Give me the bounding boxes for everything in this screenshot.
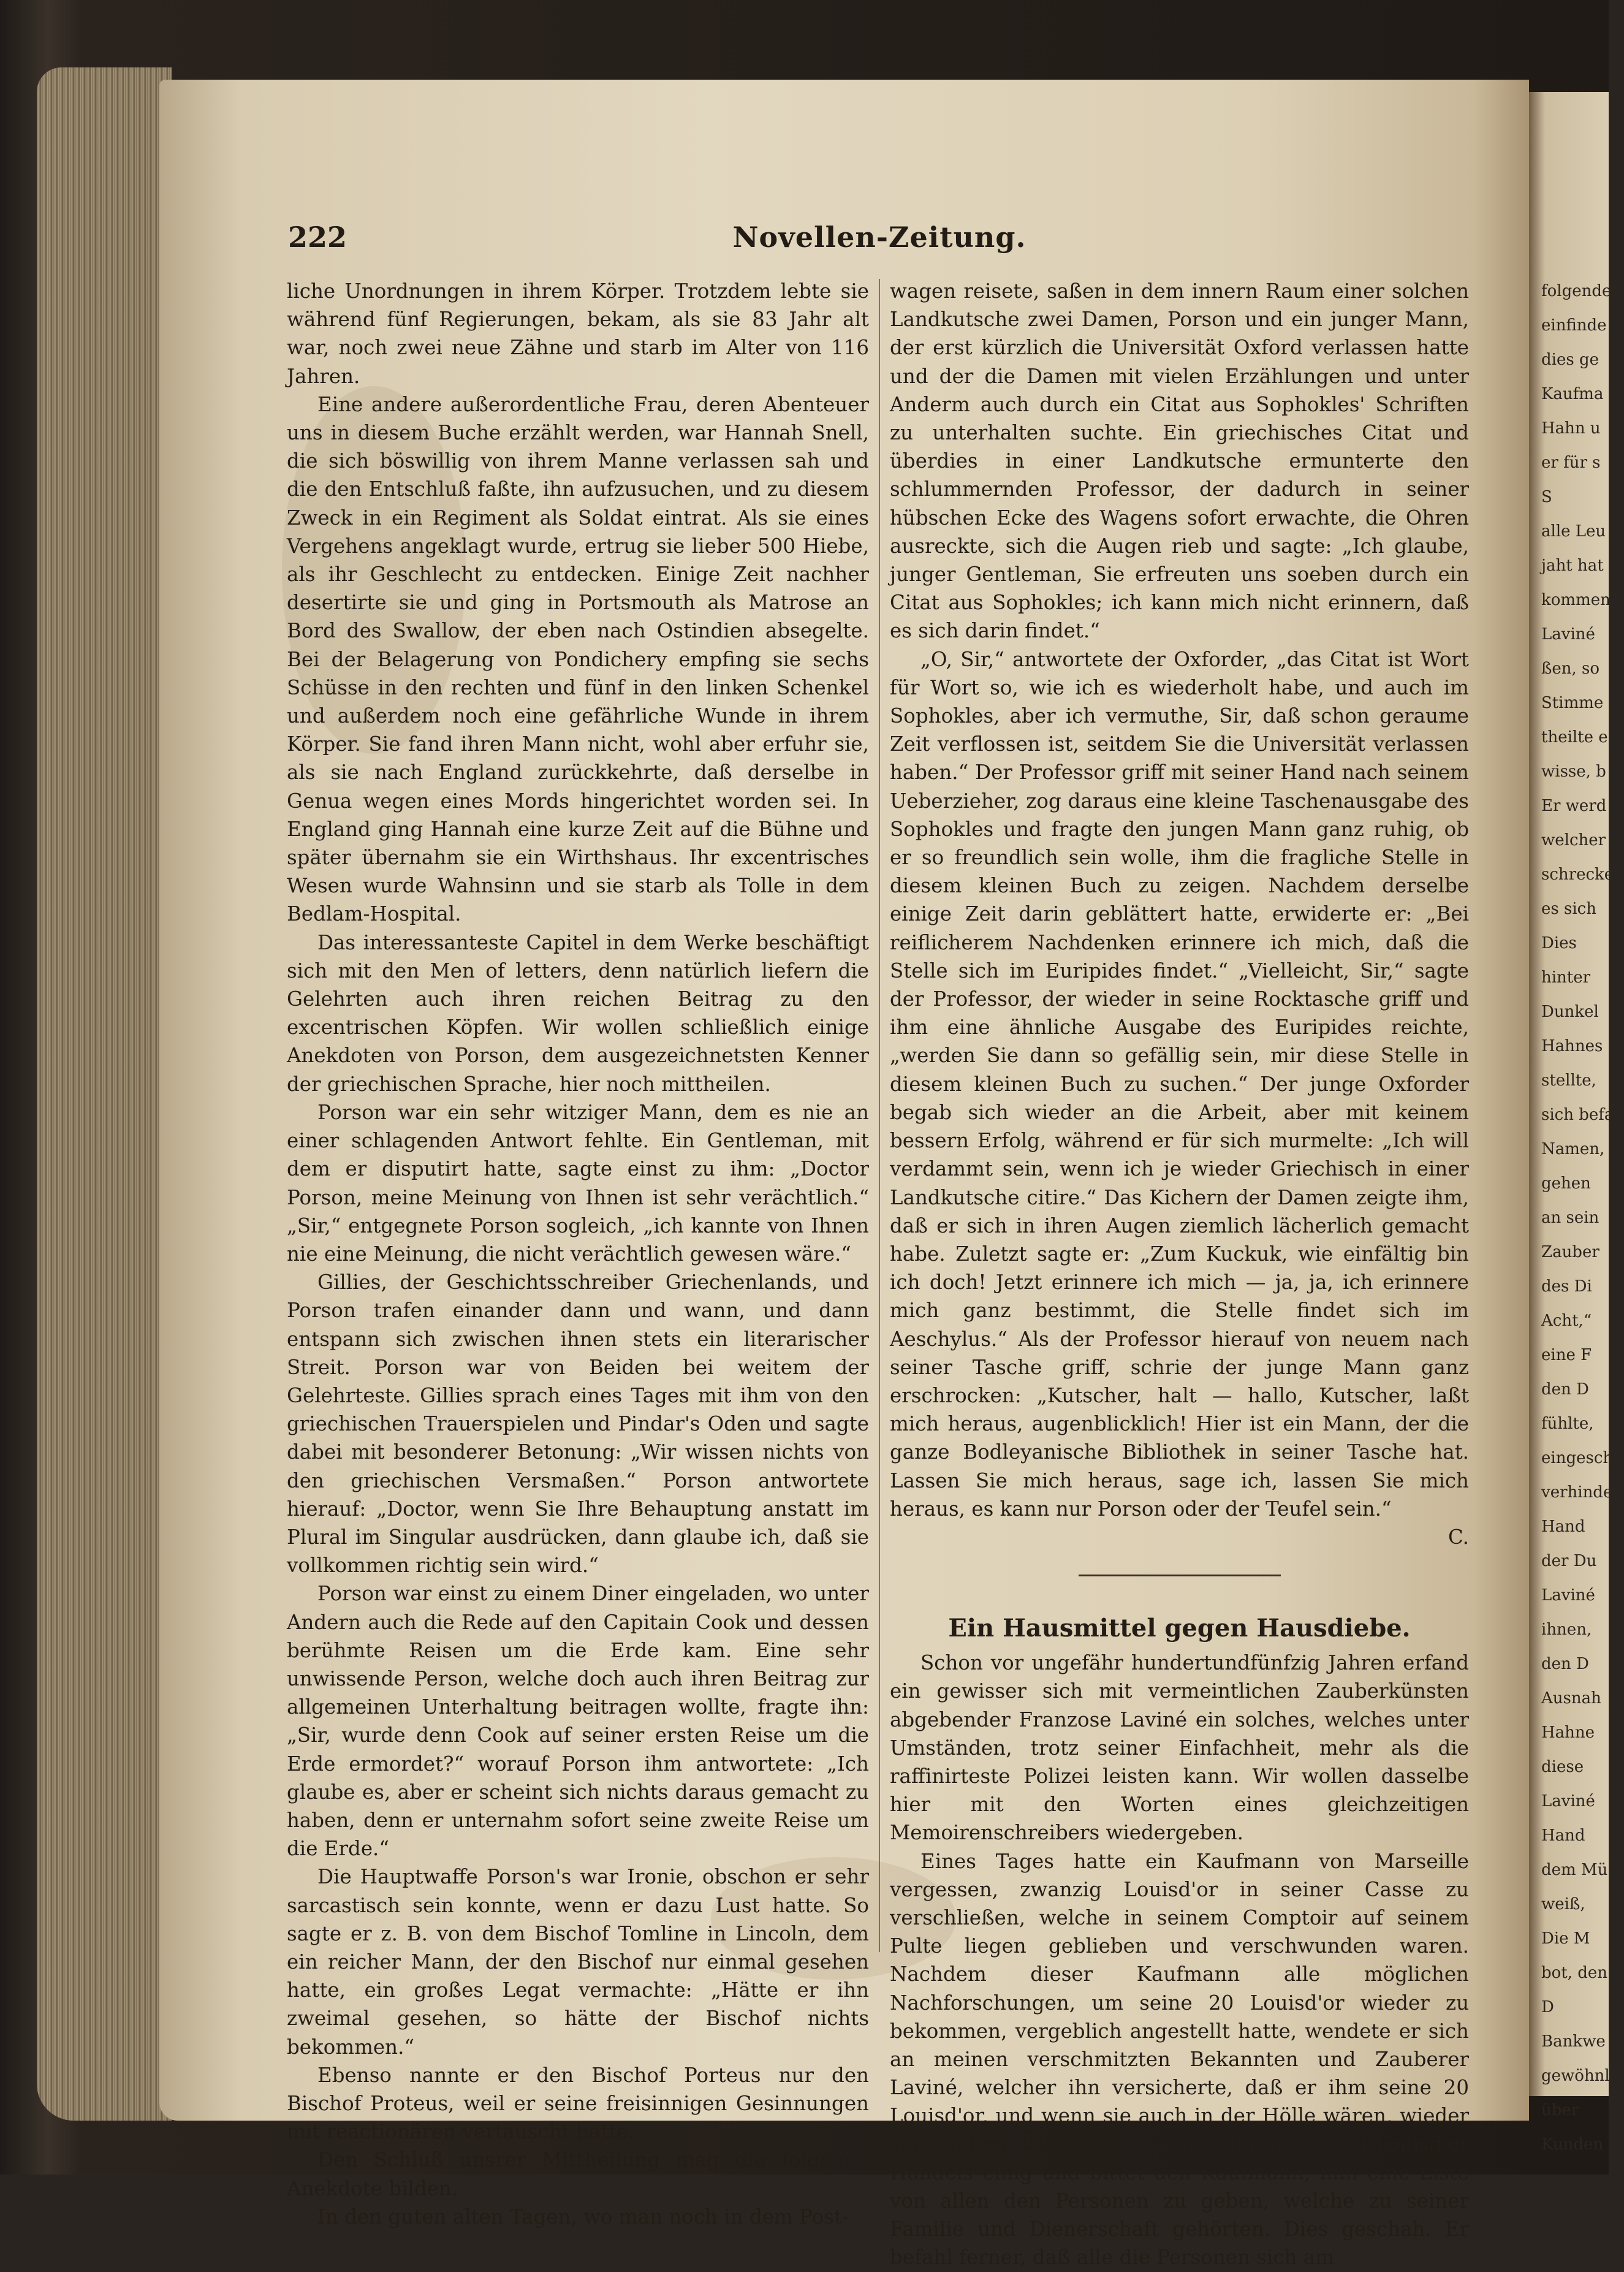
- next-page-fragment: es sich: [1541, 900, 1596, 918]
- paragraph: Die Hauptwaffe Porson's war Ironie, obschon er sehr sarcastisch sein konnte, wenn er dazu Lust hatte. So sagte er z. B. von dem Bischof Tomline in Lincoln, dem ein reicher Mann, der den Bischof nur einmal gesehen hatte, ein großes Legat vermachte: „Hätte er ihn zweimal gesehen, so hätte der Bischof nichts bekommen.“: [287, 1865, 869, 2059]
- next-page-fragment: den D: [1541, 1655, 1589, 1673]
- next-page-fragment: dem Mü: [1541, 1861, 1608, 1879]
- next-page-edge: [1529, 92, 1624, 2154]
- section-separator: [1079, 1575, 1281, 1576]
- paragraph: Eine andere außerordentliche Frau, deren Abenteuer uns in diesem Buche erzählt werden, war Hannah Snell, die sich böswillig von ihrem Manne verlassen sah und die den Entschluß faßte, ihn aufzusuchen, und zu diesem Zweck in ein Regiment als Soldat eintrat. Als sie eines Vergehens angeklagt wurde, ertrug sie lieber 500 Hiebe, als ihr Geschlecht zu entdecken. Einige Zeit nachher desertirte sie und ging in Portsmouth als Matrose an Bord des Swallow, der eben nach Ostindien absegelte. Bei der Belagerung von Pondichery empfing sie sechs Schüsse in den rechten und fünf in den linken Schenkel und außerdem noch eine gefährliche Wunde in ihrem Körper. Sie fand ihren Mann nicht, wohl aber erfuhr sie, als sie nach England zurückkehrte, daß derselbe in Genua wegen eines Mords hingerichtet worden sei. In England ging Hannah eine kurze Zeit auf die Bühne und später übernahm sie ein Wirthshaus. Ihr excentrisches Wesen wurde Wahnsinn und sie starb als Tolle in dem Bedlam-Hospital.: [287, 392, 869, 926]
- next-page-fragment: ihnen,: [1541, 1620, 1592, 1639]
- paragraph: Schon vor ungefähr hundertundfünfzig Jahren erfand ein gewisser sich mit vermeintlichen Zauberkünsten abgebender Franzose Laviné ein solches, welches unter Umständen, trotz seiner Einfachheit, mehr als die raffinirteste Polizei leisten kann. Wir wollen dasselbe hier mit den Worten eines gleichzeitigen Memoirenschreibers wiedergeben.: [890, 1651, 1469, 1845]
- next-page-fragment: jaht hat: [1541, 557, 1604, 575]
- next-page-fragment: Kaufma: [1541, 385, 1604, 403]
- next-page-fragment: Hahn u: [1541, 419, 1601, 438]
- paragraph: Ebenso nannte er den Bischof Porteus nur den Bischof Proteus, weil er seine freisinnigen Gesinnungen mit reactionären vertauscht hatte.: [287, 2063, 869, 2144]
- next-page-fragment: fühlte,: [1541, 1415, 1594, 1433]
- paragraph: liche Unordnungen in ihrem Körper. Trotzdem lebte sie während fünf Regierungen, bekam, als sie 83 Jahr alt war, noch zwei neue Zähne und starb im Alter von 116 Jahren.: [287, 279, 869, 388]
- next-page-fragment: hinter: [1541, 968, 1591, 987]
- next-page-fragment: welcher: [1541, 831, 1606, 849]
- next-page-fragment: Ausnah: [1541, 1689, 1601, 1708]
- next-page-fragment: dies ge: [1541, 351, 1599, 369]
- next-page-fragment: eingesch: [1541, 1449, 1614, 1467]
- signature: C.: [1448, 1525, 1469, 1549]
- next-page-fragment: Die M: [1541, 1929, 1590, 1948]
- section-title: Ein Hausmittel gegen Hausdiebe.: [948, 1614, 1411, 1643]
- next-page-fragment: kommen: [1541, 591, 1611, 609]
- next-page-fragment: schrecken: [1541, 865, 1624, 884]
- paragraph: Porson war einst zu einem Diner eingeladen, wo unter Andern auch die Rede auf den Capitain Cook und dessen berühmte Reisen um die Erde kam. Eine sehr unwissende Person, welche doch auch ihren Beitrag zur allgemeinen Unterhaltung beitragen wollte, fragte ihn: „Sir, wurde denn Cook auf seiner ersten Reise um die Erde ermordet?“ worauf Porson ihm antwortete: „Ich glaube es, aber er scheint sich nichts daraus gemacht zu haben, denn er unternahm sofort seine zweite Reise um die Erde.“: [287, 1582, 869, 1861]
- next-page-fragment: den D: [1541, 1380, 1589, 1399]
- next-page-fragment: Laviné: [1541, 1586, 1595, 1605]
- next-page-fragment: Bankwe: [1541, 2032, 1606, 2051]
- next-page-fragment: Hand: [1541, 1826, 1585, 1845]
- next-page-fragment: verhinde: [1541, 1483, 1613, 1502]
- section-body: [890, 1649, 1469, 2271]
- page-header: [288, 221, 1471, 257]
- paragraph: In den guten alten Tagen, wo man noch in dem Post-: [317, 2205, 849, 2228]
- next-page-fragment: Hahne: [1541, 1723, 1595, 1742]
- next-page-fragment: gehen: [1541, 1174, 1591, 1193]
- next-page-fragment: Zauber: [1541, 1243, 1599, 1261]
- left-column: [287, 277, 869, 2231]
- paragraph: Das interessanteste Capitel in dem Werke beschäftigt sich mit den Men of letters, denn natürlich liefern die Gelehrten auch ihren reichen Beitrag zu den excentrischen Köpfen. Wir wollen schließlich einige Anekdoten von Porson, dem ausgezeichnetsten Kenner der griechischen Sprache, hier noch mittheilen.: [287, 930, 869, 1096]
- paragraph: wagen reisete, saßen in dem innern Raum einer solchen Landkutsche zwei Damen, Porson und ein junger Mann, der erst kürzlich die Universität Oxford verlassen hatte und der die Damen mit vielen Erzählungen und unter Anderm auch durch ein Citat aus Sophokles' Schriften zu unterhalten suchte. Ein griechisches Citat und überdies in einer Landkutsche ermunterte den schlummernden Professor, der dadurch in seiner hübschen Ecke des Wagens sofort erwachte, die Ohren ausreckte, sich die Augen rieb und sagte: „Ich glaube, junger Gentleman, Sie erfreuten uns soeben durch ein Citat aus Sophokles; ich kann mich nicht erinnern, daß es sich darin findet.“: [890, 279, 1469, 643]
- next-page-fragment: Hahnes: [1541, 1037, 1603, 1055]
- next-page-fragment: Er werd: [1541, 797, 1607, 815]
- next-page-fragment: ßen, so: [1541, 659, 1600, 678]
- next-page-fragment: Acht,“: [1541, 1312, 1592, 1330]
- column-rule: [879, 279, 880, 1952]
- page-number: 222: [288, 221, 347, 254]
- page-edges: [37, 67, 172, 2121]
- right-column: [890, 277, 1469, 2272]
- paragraph: Den Schluß unsrer Mittheilung mag die folgende Anekdote bilden.: [287, 2148, 869, 2200]
- next-page-fragment: Hand: [1541, 1518, 1585, 1536]
- next-page-fragment: wisse, b: [1541, 762, 1606, 781]
- next-page-fragment: alle Leu: [1541, 522, 1606, 541]
- next-page-fragment: des Di: [1541, 1277, 1592, 1296]
- next-page-fragment: der Du: [1541, 1552, 1597, 1570]
- next-page-fragment: Stimme: [1541, 694, 1604, 712]
- next-page-fragment: Laviné: [1541, 1792, 1595, 1810]
- paragraph: Porson war ein sehr witziger Mann, dem es nie an einer schlagenden Antwort fehlte. Ein Gentleman, mit dem er disputirt hatte, sagte einst zu ihm: „Doctor Porson, meine Meinung von Ihnen ist sehr verächtlich.“ „Sir,“ entgegnete Porson sogleich, „ich kannte von Ihnen nie eine Meinung, die nicht verächtlich gewesen wäre.“: [287, 1100, 869, 1266]
- next-page-fragment: Laviné: [1541, 625, 1595, 644]
- next-page-fragment: Namen,: [1541, 1140, 1605, 1158]
- next-page-fragment: diese: [1541, 1758, 1584, 1776]
- next-page-fragment: theilte e: [1541, 728, 1608, 747]
- next-page-fragment: gewöhnl: [1541, 2067, 1610, 2085]
- next-page-fragment: sich befa: [1541, 1106, 1614, 1124]
- porson-anecdote: [890, 277, 1469, 1523]
- next-page-fragment: Dunkel: [1541, 1003, 1599, 1021]
- next-page-fragment: Kunden: [1541, 2135, 1604, 2154]
- next-page-fragment: S: [1541, 488, 1552, 506]
- next-page-fragment: eine F: [1541, 1346, 1592, 1364]
- paragraph: Eines Tages hatte ein Kaufmann von Marseille vergessen, zwanzig Louisd'or in seiner Casse zu verschließen, welche in seinem Comptoir auf seinem Pulte liegen geblieben und verschwunden waren. Nachdem dieser Kaufmann alle möglichen Nachforschungen, um seine 20 Louisd'or wieder zu bekommen, vergeblich angestellt hatte, wendete er sich an meinen verschmitzten Bekannten und Zauberer Laviné, welcher ihn versicherte, daß er ihm seine 20 Louisd'or, und wenn sie auch in der Hölle wären, wieder verschaffen würde. Er wird mit ihm um einen Louisd'or Handels einig und bittet den Kaufmann, ihm eine Liste von allen den Personen zu geben, welche zu seiner Familie und Dienerschaft gehörten. Dies geschah. Er befahl ferner, daß alle die Personen sich am: [890, 1849, 1469, 2270]
- next-page-fragment: stellte,: [1541, 1071, 1596, 1090]
- next-page-fragment: bot, den: [1541, 1964, 1608, 1982]
- running-title: Novellen-Zeitung.: [732, 221, 1026, 254]
- next-page-fragment: er für s: [1541, 454, 1601, 472]
- paragraph: Gillies, der Geschichtsschreiber Griechenlands, und Porson trafen einander dann und wann, und dann entspann sich zwischen ihnen stets ein literarischer Streit. Porson war von Beiden bei weitem der Gelehrteste. Gillies sprach eines Tages mit ihm von den griechischen Trauerspielen und Pindar's Oden und sagte dabei mit besonderer Betonung: „Wir wissen nichts von den griechischen Versmaßen.“ Porson antwortete hierauf: „Doctor, wenn Sie Ihre Behauptung anstatt im Plural im Singular ausdrücken, dann glaube ich, daß sie vollkommen richtig sein wird.“: [287, 1271, 869, 1578]
- paragraph: „O, Sir,“ antwortete der Oxforder, „das Citat ist Wort für Wort so, wie ich es wiederholt habe, und auch im Sophokles, aber ich vermuthe, Sir, daß schon geraume Zeit verflossen ist, seitdem Sie die Universität verlassen haben.“ Der Professor griff mit seiner Hand nach seinem Ueberzieher, zog daraus eine kleine Taschenausgabe des Sophokles und fragte den jungen Mann ganz ruhig, ob er so freundlich sein wolle, ihm die fragliche Stelle in diesem kleinen Buch zu zeigen. Nachdem derselbe einige Zeit darin geblättert hatte, erwiderte er: „Bei reiflicherem Nachdenken erinnere ich mich, daß die Stelle sich im Euripides findet.“ „Vielleicht, Sir,“ sagte der Professor, der wieder in seine Rocktasche griff und ihm eine ähnliche Ausgabe des Euripides reichte, „werden Sie dann so gefällig sein, mir diese Stelle in diesem kleinen Buch zu suchen.“ Der junge Oxforder begab sich wieder an die Arbeit, aber mit keinem bessern Erfolg, während er für sich murmelte: „Ich will verdammt sein, wenn ich je wieder Griechisch in einer Landkutsche citire.“ Das Kichern der Damen zeigte ihm, daß er sich in ihren Augen ziemlich lächerlich gemacht habe. Zuletzt sagte er: „Zum Kuckuk, wie einfältig bin ich doch! Jetzt erinnere ich mich — ja, ja, ich erinnere mich ganz bestimmt, die Stelle findet sich im Aeschylus.“ Als der Professor hierauf von neuem nach seiner Tasche griff, schrie der junge Mann ganz erschrocken: „Kutscher, halt — hallo, Kutscher, laßt mich heraus, augenblicklich! Hier ist ein Mann, der die ganze Bodleyanische Bibliothek in seiner Tasche hat. Lassen Sie mich heraus, sage ich, lassen Sie mich heraus, es kann nur Porson oder der Teufel sein.“: [890, 647, 1469, 1521]
- next-page-fragment: an sein: [1541, 1209, 1599, 1227]
- next-page-fragment: über: [1541, 2101, 1579, 2119]
- next-page-fragment: einfinde: [1541, 316, 1607, 335]
- next-page-fragment: weiß,: [1541, 1895, 1585, 1913]
- next-page-fragment: folgender: [1541, 282, 1619, 300]
- next-page-fragment: D: [1541, 1998, 1554, 2016]
- next-page-fragment: Dies: [1541, 934, 1577, 952]
